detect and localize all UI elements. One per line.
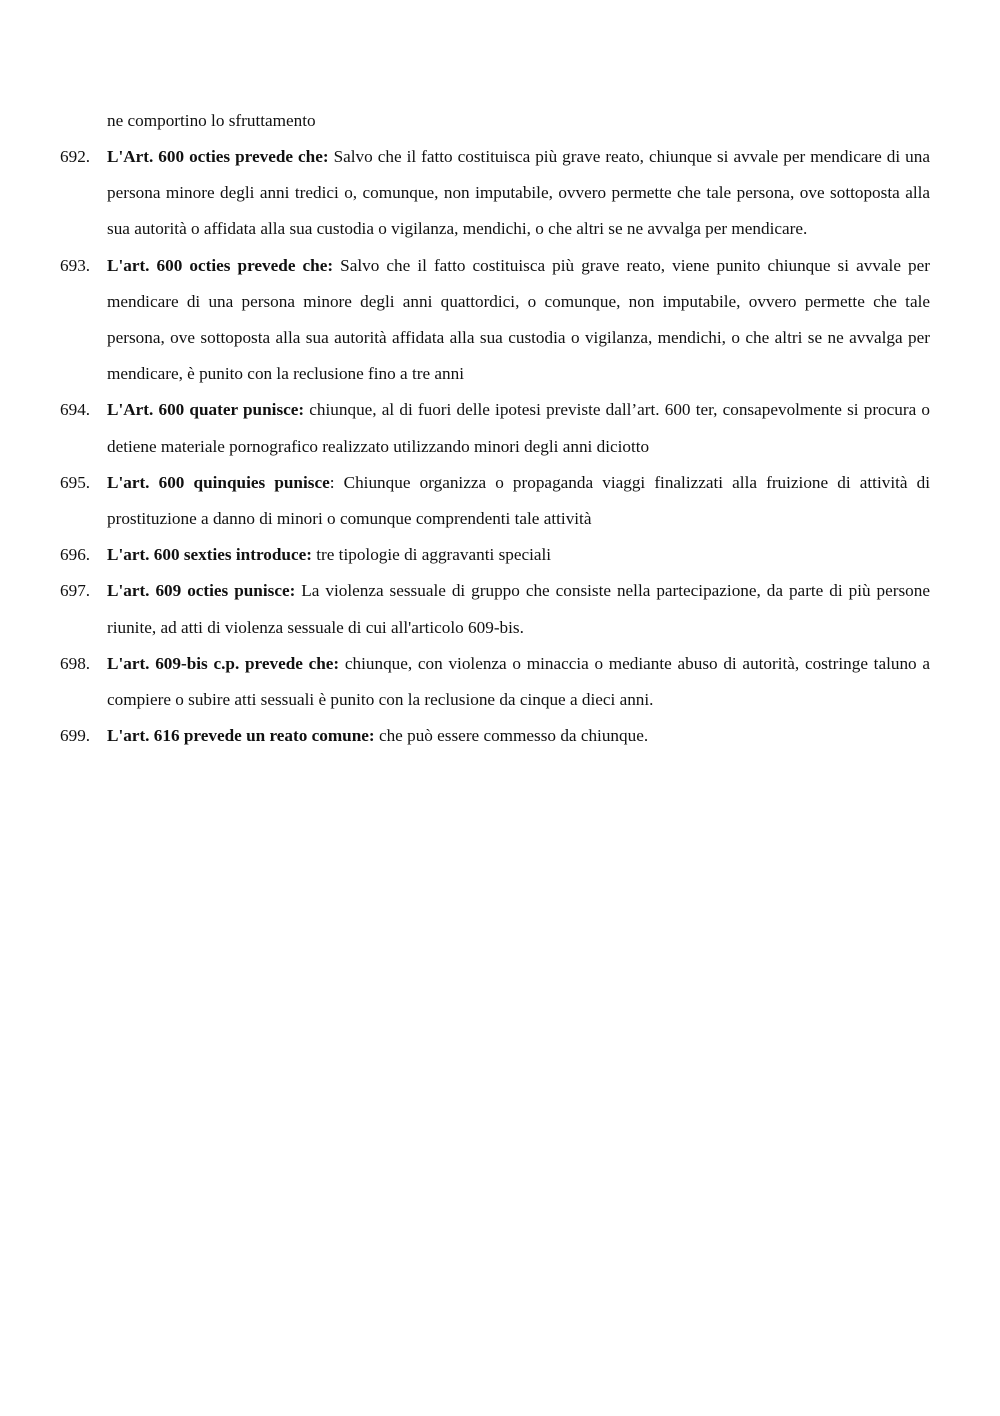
item-lead: L'art. 616 prevede un reato comune: xyxy=(107,726,375,746)
item-body xyxy=(107,248,930,393)
list-item-692 xyxy=(0,139,1000,248)
list-item-694 xyxy=(0,392,1000,464)
item-number: 698. xyxy=(60,653,91,673)
item-number: 692. xyxy=(60,147,91,166)
list-item-698 xyxy=(0,646,1000,718)
item-text: che può essere commesso da chiunque. xyxy=(374,726,649,746)
item-number: 697. xyxy=(60,581,91,601)
item-text: chiunque, con violenza o minaccia o mediante abuso di autorità, costringe taluno a compiere o subire atti sessuali è punito con la reclusione da cinque a dieci anni. xyxy=(107,653,930,710)
list-item-693 xyxy=(0,248,1000,393)
list-item-699 xyxy=(0,718,1000,754)
item-lead: L'art. 609-bis c.p. prevede che: xyxy=(107,653,340,673)
item-number: 694. xyxy=(60,400,91,420)
item-text: Salvo che il fatto costituisca più grave reato, viene punito chiunque si avvale per mendicare di una persona minore degli anni quattordici, o comunque, non imputabile, ovvero permette che tale persona, ove sottoposta alla sua autorità affidata alla sua custodia o vigilanza, mendichi, o che altri se ne avvalga per mendicare, è punito con la reclusione fino a tre anni xyxy=(107,255,930,384)
item-body xyxy=(107,465,930,537)
item-lead: L'art. 600 quinquies punisce xyxy=(107,472,330,492)
item-lead: L'Art. 600 quater punisce: xyxy=(107,400,305,420)
item-number: 699. xyxy=(60,726,91,746)
item-body xyxy=(107,392,930,464)
item-text: tre tipologie di aggravanti speciali xyxy=(311,545,552,565)
item-body xyxy=(107,537,930,573)
item-lead: L'art. 609 octies punisce: xyxy=(107,581,296,601)
item-body xyxy=(107,718,930,754)
item-number: 695. xyxy=(60,472,91,492)
item-number: 693. xyxy=(60,255,91,275)
item-lead: L'art. 600 sexties introduce: xyxy=(107,545,312,565)
item-text: Salvo che il fatto costituisca più grave reato, chiunque si avvale per mendicare di una persona minore degli anni tredici o, comunque, non imputabile, ovvero permette che tale persona, ove sottoposta alla sua autorità o affidata alla sua custodia o vigilanza, mendichi, o che altri se ne avvalga per mendicare. xyxy=(107,147,930,239)
list-item-695 xyxy=(0,465,1000,537)
question-list xyxy=(0,139,1000,754)
item-lead: L'art. 600 octies prevede che: xyxy=(107,255,334,275)
item-body xyxy=(107,139,930,248)
list-item-697 xyxy=(0,573,1000,645)
item-number: 696. xyxy=(60,545,91,565)
continuation-line: ne comportino lo sfruttamento xyxy=(107,111,316,130)
item-text: chiunque, al di fuori delle ipotesi previste dall’art. 600 ter, consapevolmente si procura o detiene materiale pornografico realizzato utilizzando minori degli anni diciotto xyxy=(107,400,930,456)
item-lead: L'Art. 600 octies prevede che: xyxy=(107,147,329,166)
item-text: : Chiunque organizza o propaganda viaggi finalizzati alla fruizione di attività di prostituzione a danno di minori o comunque comprendenti tale attività xyxy=(107,472,930,529)
item-body xyxy=(107,646,930,718)
list-item-696 xyxy=(0,537,1000,573)
item-text: La violenza sessuale di gruppo che consiste nella partecipazione, da parte di più persone riunite, ad atti di violenza sessuale di cui all'articolo 609-bis. xyxy=(107,581,930,637)
item-body xyxy=(107,573,930,645)
